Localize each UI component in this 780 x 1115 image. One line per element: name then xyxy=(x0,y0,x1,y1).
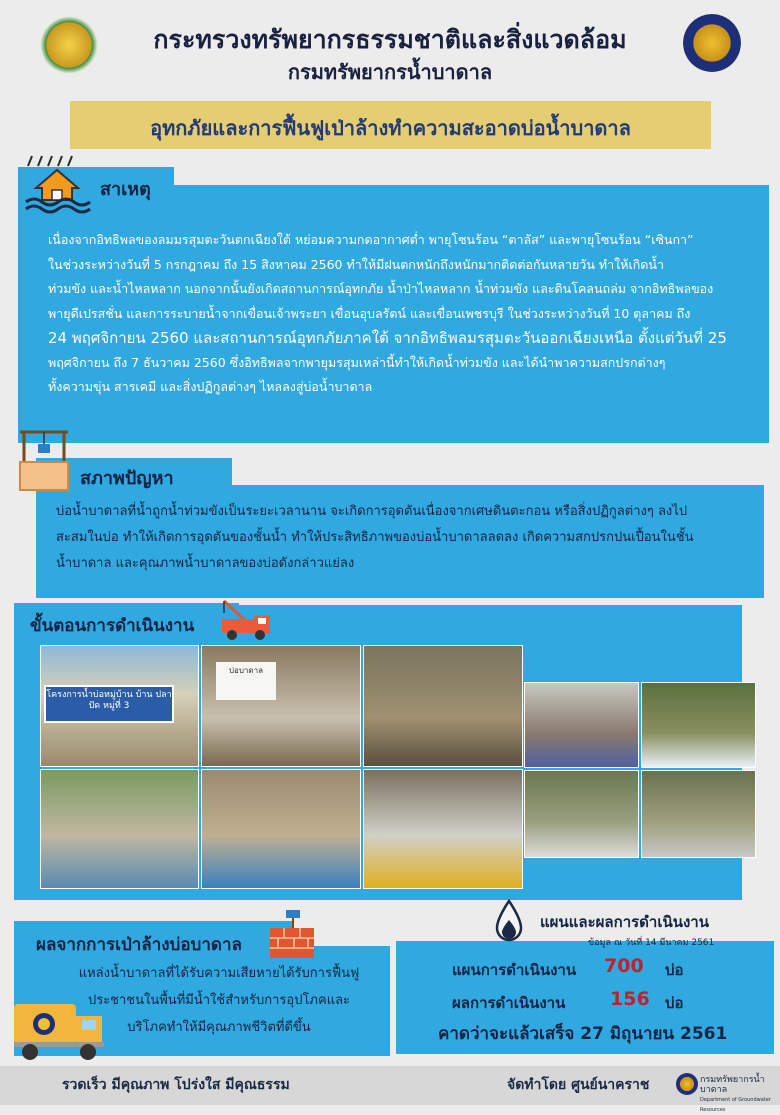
plan-unit: บ่อ xyxy=(665,961,684,979)
footer-motto: รวดเร็ว มีคุณภาพ โปร่งใส มีคุณธรรม xyxy=(62,1077,290,1093)
project-sign: โครงการน้ำบ่อหมู่บ้าน บ้าน ปลาปัด หมู่ที่ 3 xyxy=(44,685,174,723)
ministry-title: กระทรวงทรัพยากรธรรมชาติและสิ่งแวดล้อม xyxy=(153,25,627,54)
result-heading: ผลจากการเป่าล้างบ่อบาดาล xyxy=(36,935,242,955)
water-drop-icon xyxy=(493,898,525,944)
result-body xyxy=(54,960,384,1041)
banner-title: อุทกภัยและการฟื้นฟูเป่าล้างทำความสะอาดบ่อน้ำบาดาล xyxy=(150,116,631,140)
photo-pipe-outflow xyxy=(641,770,756,858)
crane-truck-icon xyxy=(218,597,274,643)
cause-line: เนื่องจากอิทธิพลของลมมรสุมตะวันตกเฉียงใต้ หย่อมความกดอากาศต่ำ พายุโซนร้อน “ตาลัส” และพายุโซนร้อน “เซินกา” xyxy=(48,232,694,247)
cause-line: ในช่วงระหว่างวันที่ 5 กรกฎาคม ถึง 15 สิงหาคม 2560 ทำให้มีฝนตกหนักถึงหนักมากติดต่อกันหลายวัน ทำให้เกิดน้ำ xyxy=(48,256,664,272)
footer-credit: จัดทำโดย ศูนย์นาคราช xyxy=(507,1077,650,1093)
result-line: แหล่งน้ำบาดาลที่ได้รับความเสียหายได้รับการฟื้นฟู xyxy=(78,966,360,981)
photo-pipe-installation xyxy=(363,645,523,767)
photo-workers-at-well xyxy=(524,682,639,768)
result-line: บริโภคทำให้มีคุณภาพชีวิตที่ดีขึ้น xyxy=(127,1020,311,1035)
result-line: ประชาชนในพื้นที่มีน้ำใช้สำหรับการอุปโภคและ xyxy=(87,993,351,1008)
cause-line: ท่วมขัง และน้ำไหลหลาก นอกจากนั้นยังเกิดสถานการณ์อุทกภัย น้ำป่าไหลหลาก น้ำท่วมขัง และดินโคลนถล่ม จากอิทธิพลของ xyxy=(48,281,714,296)
result-label: ผลการดำเนินงาน xyxy=(452,994,566,1012)
problem-heading: สภาพปัญหา xyxy=(80,468,174,489)
plan-as-of-date: ข้อมูล ณ วันที่ 14 มีนาคม 2561 xyxy=(588,938,715,948)
cause-body xyxy=(48,228,760,400)
cause-line: พายุดีเปรสชั่น และการระบายน้ำจากเขื่อนเจ้าพระยา เขื่อนอุบลรัตน์ และเขื่อนเพชรบุรี ในช่วงระหว่างวันที่ 10 ตุลาคม ถึง xyxy=(48,305,691,321)
problem-line: บ่อน้ำบาดาลที่น้ำถูกน้ำท่วมขังเป็นระยะเวลานาน จะเกิดการอุดตันเนื่องจากเศษดินตะกอน หรือสิ่งปฏิกูลต่างๆ ลงไป xyxy=(56,504,688,519)
plan-label: แผนการดำเนินงาน xyxy=(452,961,577,979)
flooded-house-icon xyxy=(22,152,92,214)
result-unit: บ่อ xyxy=(665,994,684,1012)
problem-line: สะสมในบ่อ ทำให้เกิดการอุดตันของชั้นน้ำ ทำให้ประสิทธิภาพของบ่อน้ำบาดาลลดลง เกิดความสกปรกปนเปื้อนในชั้น xyxy=(56,530,694,545)
expected-completion: คาดว่าจะแล้วเสร็จ 27 มิถุนายน 2561 xyxy=(438,1024,728,1044)
photo-water-flushing xyxy=(40,769,199,889)
cause-line: ทั้งความขุ่น สารเคมี และสิ่งปฏิกูลต่างๆ ไหลลงสู่บ่อน้ำบาดาล xyxy=(48,379,373,394)
brick-well-icon xyxy=(266,906,318,962)
well-label-sign: บ่อบาดาล xyxy=(216,662,276,700)
steps-heading: ขั้นตอนการดำเนินงาน xyxy=(30,616,195,636)
department-title: กรมทรัพยากรน้ำบาดาล xyxy=(287,60,493,84)
problem-line: น้ำบาดาล และคุณภาพน้ำบาดาลของบ่อดังกล่าวแย่ลง xyxy=(56,556,355,571)
water-well-icon xyxy=(14,428,74,494)
cause-line: พฤศจิกายน ถึง 7 ธันวาคม 2560 ซึ่งอิทธิพลจากพายุมรสุมเหล่านี้ทำให้เกิดน้ำท่วมขัง และได้นำพาความสกปรกต่างๆ xyxy=(48,354,666,370)
plan-title: แผนและผลการดำเนินงาน xyxy=(540,913,709,931)
cause-heading: สาเหตุ xyxy=(100,179,151,200)
cause-line: 24 พฤศจิกายน 2560 และสถานการณ์อุทกภัยภาคใต้ จากอิทธิพลมรสุมตะวันออกเฉียงเหนือ ตั้งแต่วันที่ 25 xyxy=(48,329,727,347)
plan-value: 700 xyxy=(604,955,644,977)
photo-well-discharge xyxy=(524,770,639,858)
footer-org-name-th: กรมทรัพยากรน้ำบาดาล xyxy=(700,1075,765,1095)
footer-logo-icon xyxy=(676,1073,698,1095)
photo-water-sampling xyxy=(363,769,523,889)
photo-high-pressure-spray xyxy=(641,682,756,768)
result-value: 156 xyxy=(610,988,650,1010)
footer-org-name xyxy=(700,1075,780,1115)
photo-blue-pipe-flushing xyxy=(201,769,361,889)
problem-body xyxy=(56,499,756,577)
footer-org-name-en: Department of Groundwater Resources xyxy=(700,1097,771,1113)
